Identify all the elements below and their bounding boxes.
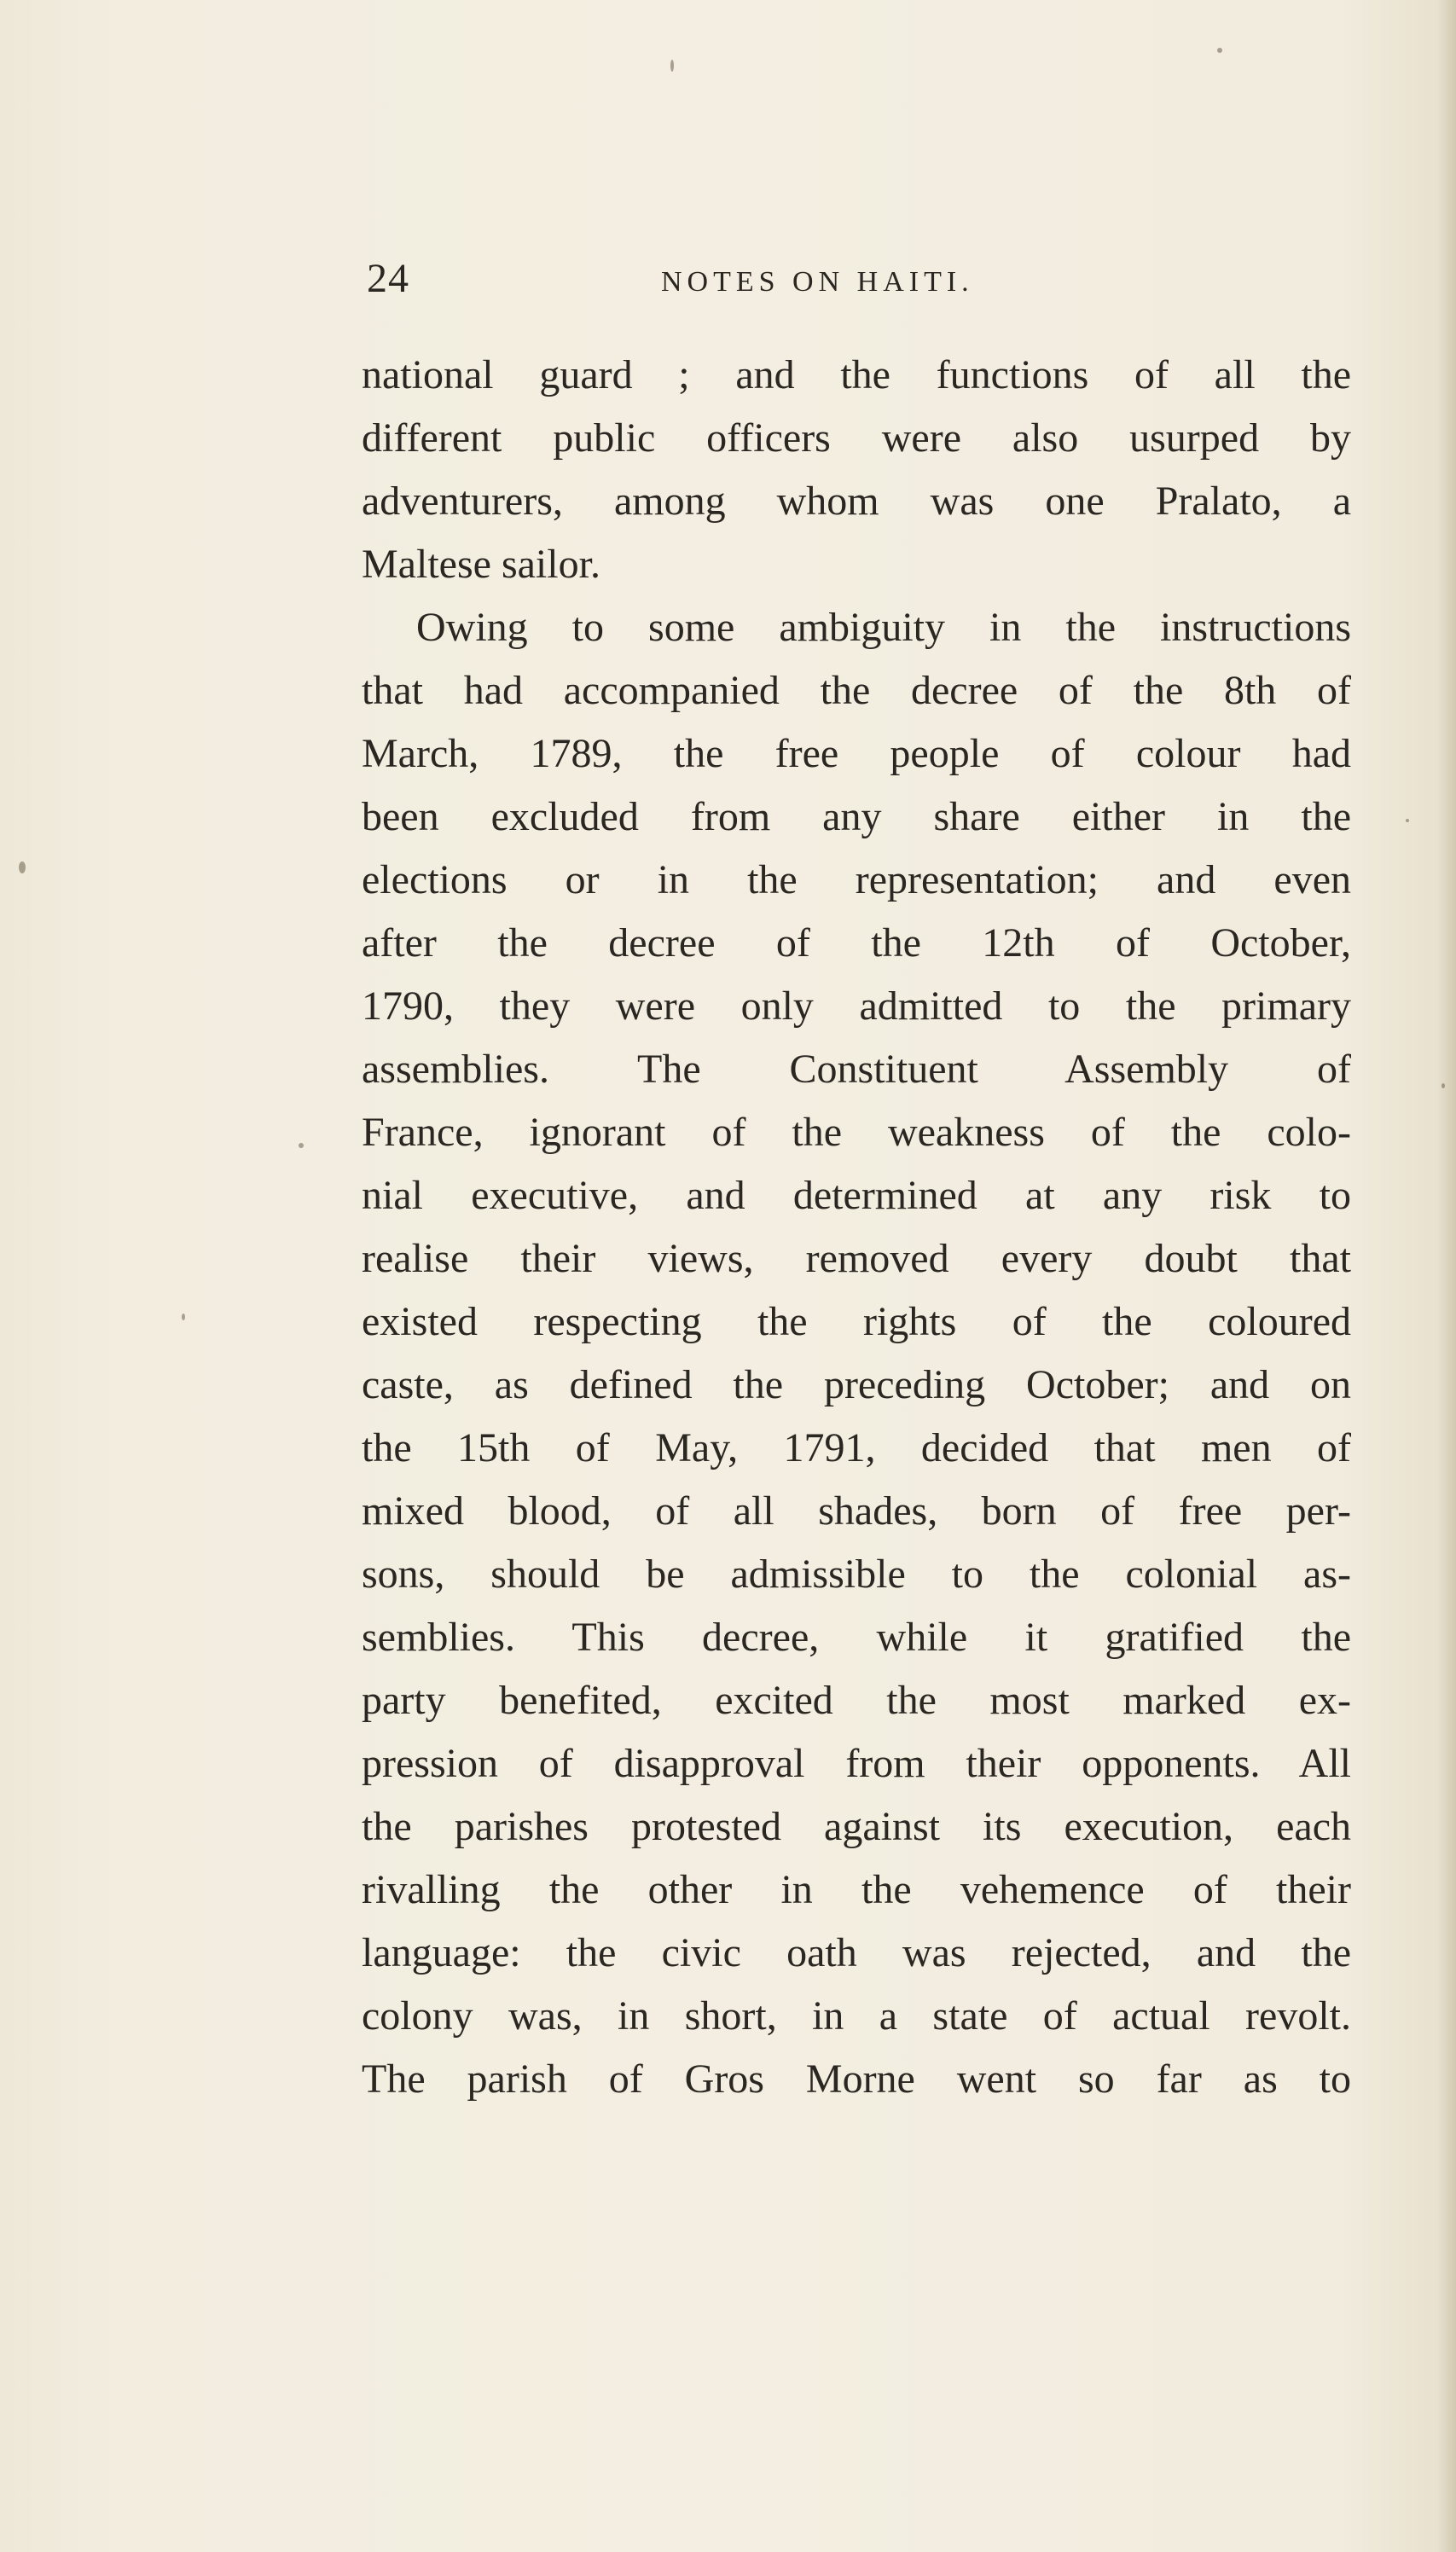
text-line: different public officers were also usurped by xyxy=(362,415,1351,461)
text-line: colony was, in short, in a state of actual revolt. xyxy=(362,1993,1351,2039)
text-line: March, 1789, the free people of colour had xyxy=(362,731,1351,776)
paper-speck xyxy=(299,1143,304,1148)
text-line: sons, should be admissible to the colonial as- xyxy=(362,1552,1351,1597)
page-number: 24 xyxy=(367,256,409,301)
text-line: The parish of Gros Morne went so far as to xyxy=(362,2056,1351,2102)
body-text xyxy=(362,344,1351,2111)
text-line: been excluded from any share either in the xyxy=(362,794,1351,839)
text-line: language: the civic oath was rejected, and the xyxy=(362,1930,1351,1975)
text-line: Maltese sailor. xyxy=(362,542,600,587)
text-line: that had accompanied the decree of the 8th of xyxy=(362,668,1351,713)
page-header xyxy=(367,249,1348,309)
text-line: France, ignorant of the weakness of the colo- xyxy=(362,1110,1351,1155)
text-line: national guard ; and the functions of all the xyxy=(362,352,1351,397)
text-line: the 15th of May, 1791, decided that men of xyxy=(362,1425,1351,1470)
paper-speck xyxy=(1406,819,1409,822)
text-line: nial executive, and determined at any risk to xyxy=(362,1173,1351,1218)
text-line: caste, as defined the preceding October; and on xyxy=(362,1362,1351,1407)
text-line: 1790, they were only admitted to the primary xyxy=(362,983,1351,1029)
text-line: the parishes protested against its execution, each xyxy=(362,1804,1351,1849)
paper-speck xyxy=(670,60,674,72)
text-line: semblies. This decree, while it gratified the xyxy=(362,1615,1351,1660)
text-line: party benefited, excited the most marked ex- xyxy=(362,1678,1351,1723)
page-edge-shadow xyxy=(1437,0,1456,2552)
text-line: existed respecting the rights of the coloured xyxy=(362,1299,1351,1344)
paper-speck xyxy=(1217,48,1222,53)
paper-speck xyxy=(182,1314,185,1320)
text-line: realise their views, removed every doubt that xyxy=(362,1236,1351,1281)
text-line: Owing to some ambiguity in the instructions xyxy=(416,605,1351,650)
paper-speck xyxy=(19,861,26,873)
text-line: pression of disapproval from their opponents. All xyxy=(362,1741,1351,1786)
text-line: assemblies. The Constituent Assembly of xyxy=(362,1047,1351,1092)
text-line: mixed blood, of all shades, born of free per- xyxy=(362,1488,1351,1534)
text-line: elections or in the representation; and even xyxy=(362,857,1351,902)
text-line: adventurers, among whom was one Pralato, a xyxy=(362,478,1351,524)
text-line: rivalling the other in the vehemence of their xyxy=(362,1867,1351,1912)
running-title: NOTES ON HAITI. xyxy=(661,266,974,298)
paper-speck xyxy=(1441,1083,1445,1088)
text-line: after the decree of the 12th of October, xyxy=(362,920,1351,966)
